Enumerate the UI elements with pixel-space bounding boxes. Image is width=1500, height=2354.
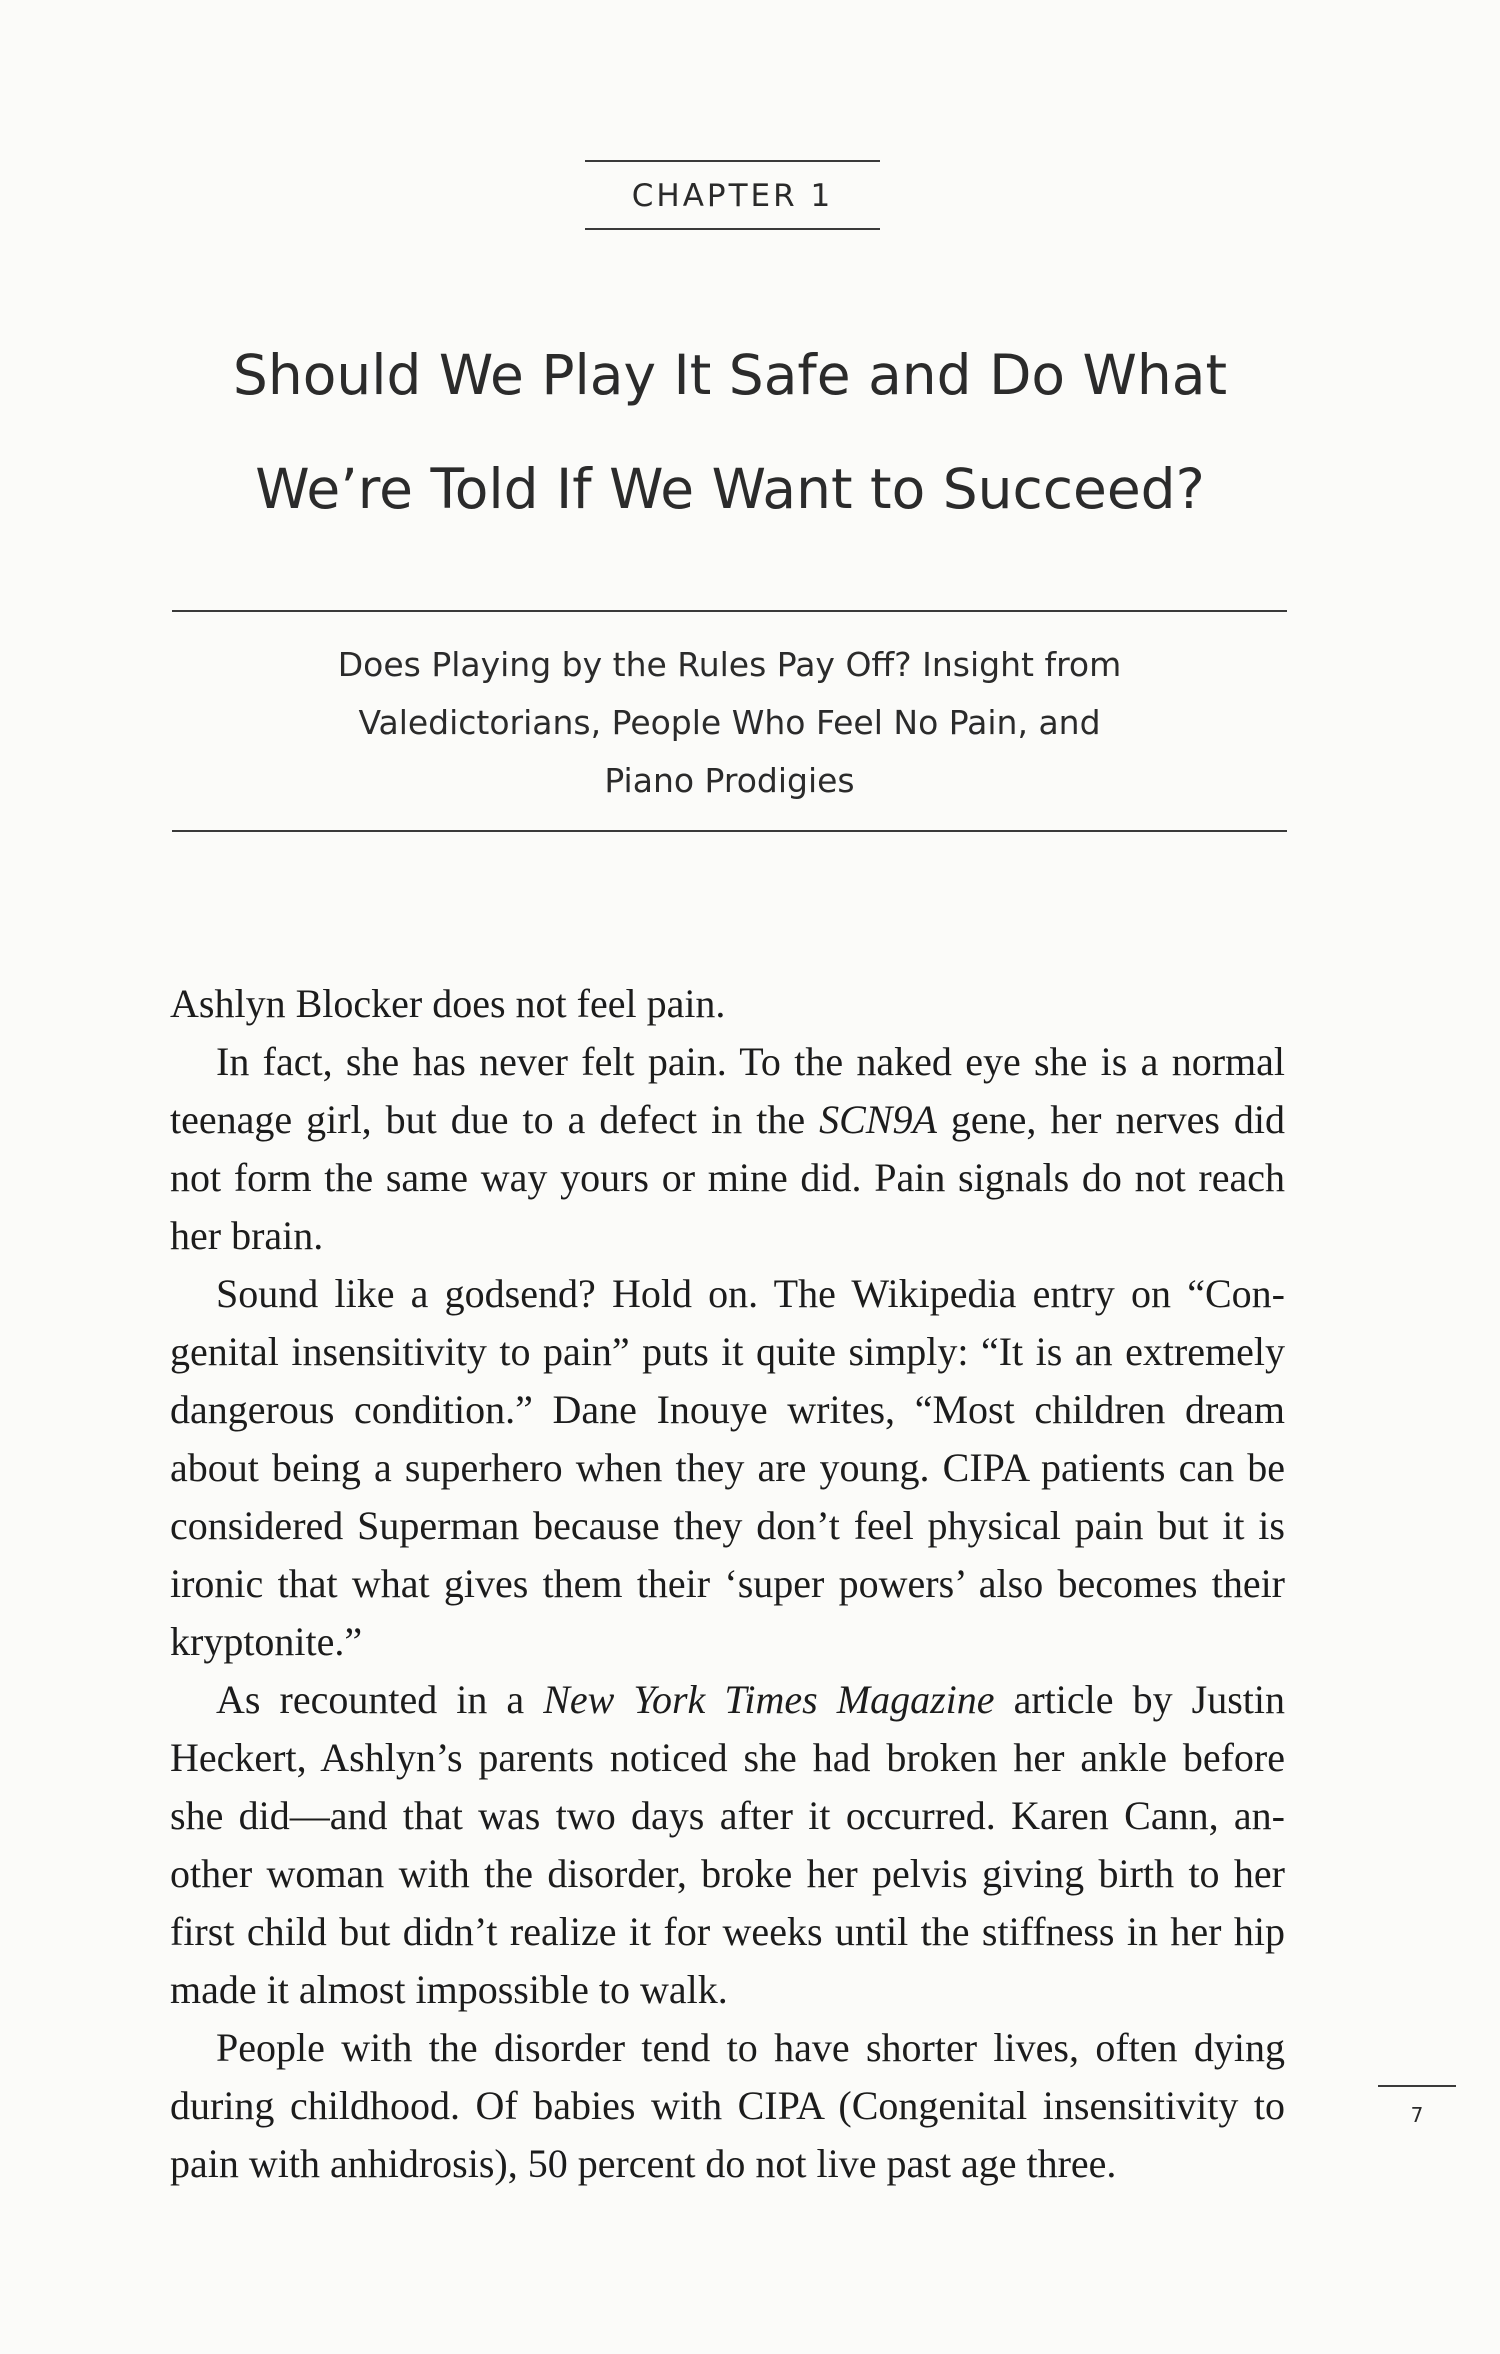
paragraph-2-text-b: gene, her nerves did not form the same way yours or mine did. Pain signals do not reach her brain.: [170, 1097, 1286, 1258]
chapter-title-line-2: We’re Told If We Want to Succeed?: [255, 457, 1205, 521]
folio: [1378, 2085, 1456, 2127]
paragraph-4: [170, 1671, 1285, 2019]
body-text: [170, 975, 1285, 2193]
paragraph-2-text-a: In fact, she has never felt pain. To the naked eye she is a normal teenage girl, but due to a defect in the: [170, 1039, 1285, 1142]
chapter-subtitle-box: [172, 610, 1287, 832]
gene-name: SCN9A: [819, 1097, 937, 1142]
chapter-title: [120, 318, 1340, 546]
paragraph-4-text-b: article by Justin Heckert, Ashlyn’s parents noticed she had broken her ankle before she did—and that was two days after it occurred. Karen Cann, another woman with the disorder, broke her pelvis giving birth to her first child but didn’t realize it for weeks until the stiffness in her hip made it almost impossible to walk.: [170, 1677, 1286, 2012]
publication-name: New York Times Magazine: [543, 1677, 995, 1722]
chapter-rule-bottom: [585, 228, 880, 230]
chapter-title-line-1: Should We Play It Safe and Do What: [232, 343, 1228, 407]
chapter-label: CHAPTER 1: [631, 178, 834, 214]
subtitle-line-2: Valedictorians, People Who Feel No Pain, and: [358, 703, 1101, 742]
paragraph-3: Sound like a godsend? Hold on. The Wikipedia entry on “Congenital insensitivity to pain” puts it quite simply: “It is an extremely dangerous condition.” Dane Inouye writes, “Most children dream about being a superhero when they are young. CIPA patients can be considered Superman because they don’t feel physical pain but it is ironic that what gives them their ‘super powers’ also becomes their kryptonite.”: [170, 1271, 1285, 1664]
chapter-header: [585, 160, 880, 230]
chapter-subtitle: [172, 612, 1287, 830]
subtitle-line-1: Does Playing by the Rules Pay Off? Insight from: [337, 645, 1122, 684]
paragraph-5: People with the disorder tend to have shorter lives, often dying during childhood. Of babies with CIPA (Congenital insensitivity to pain with anhidrosis), 50 percent do not live past age three.: [170, 2025, 1285, 2186]
paragraph-2: [170, 1033, 1285, 1265]
paragraph-1: Ashlyn Blocker does not feel pain.: [170, 981, 726, 1026]
paragraph-4-text-a: As recounted in a: [216, 1677, 544, 1722]
subtitle-rule-bottom: [172, 830, 1287, 832]
subtitle-line-3: Piano Prodigies: [604, 761, 855, 800]
page-number: 7: [1410, 2103, 1424, 2127]
